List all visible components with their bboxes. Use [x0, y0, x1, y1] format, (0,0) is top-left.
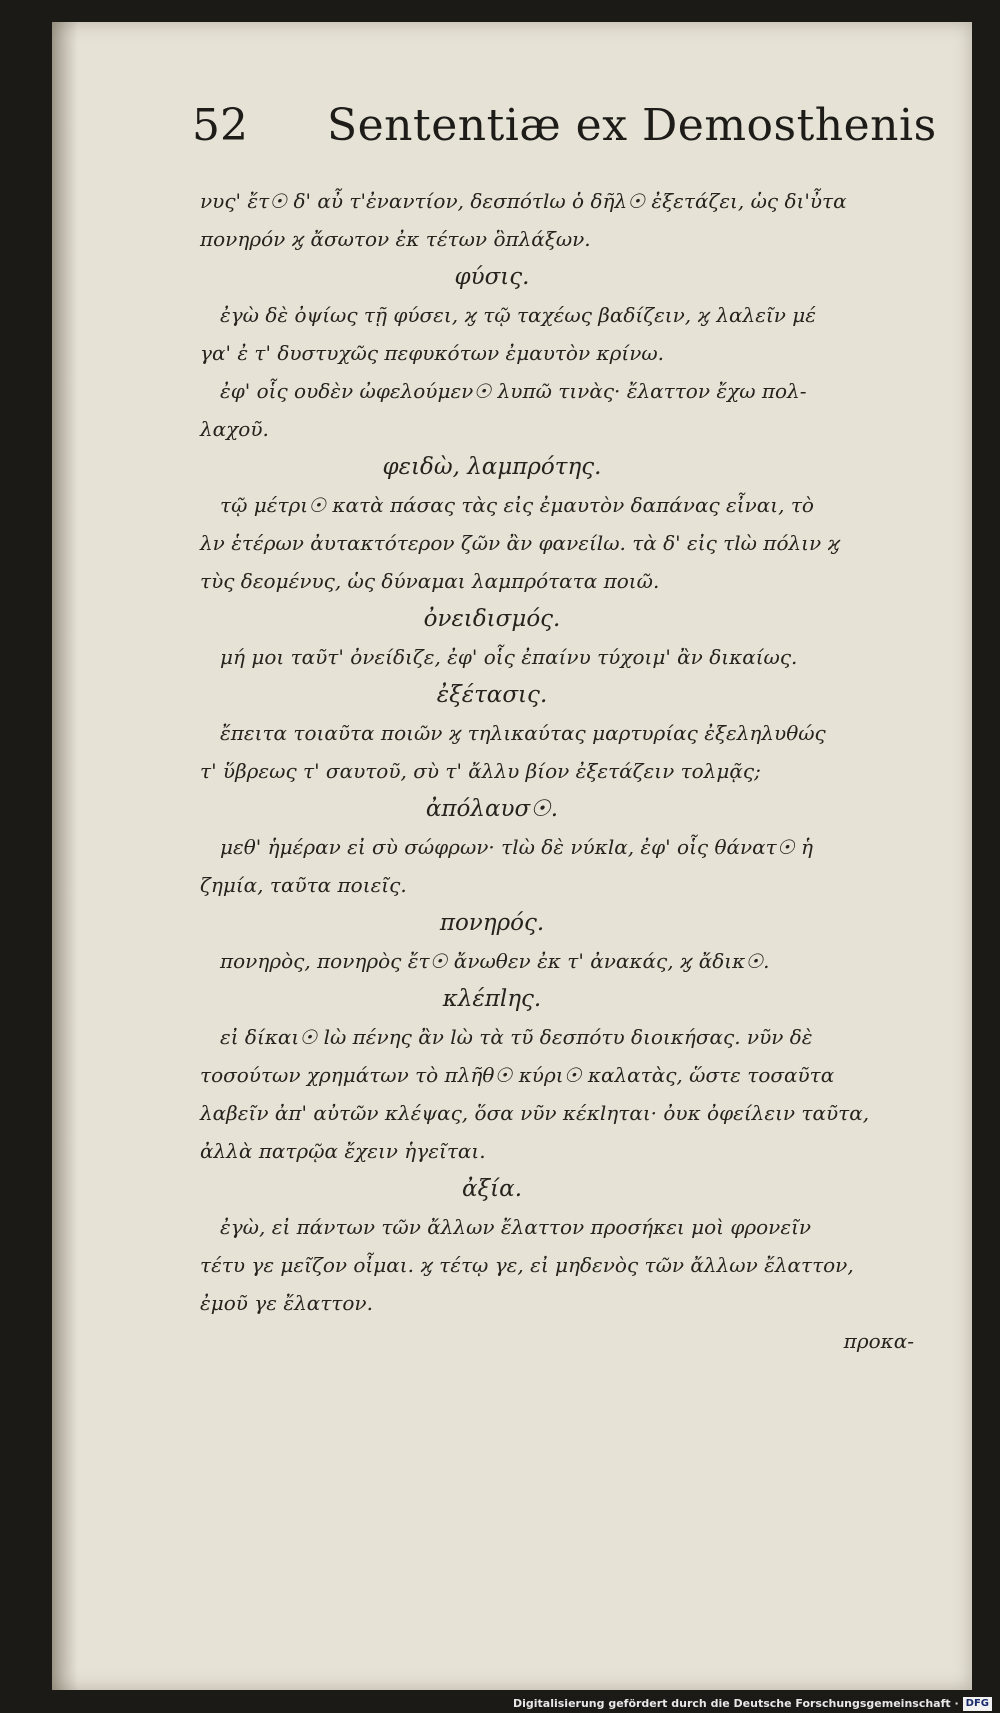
digitization-credit [0, 1694, 992, 1713]
section-heading: ἀπόλαυσ☉. [425, 796, 559, 822]
section-heading: ἐξέτασις. [436, 682, 548, 708]
section-heading: φύσις. [454, 264, 530, 290]
text-line: λαβεῖν ἀπ' αὐτῶν κλέψας, ὅσα νῦν κέκlηται· ὀυκ ὀφείλειν ταῦτα, [200, 1101, 870, 1125]
section-heading: φειδὼ, λαμπρότης. [382, 454, 602, 480]
text-block [52, 182, 972, 1360]
dfg-logo: DFG [963, 1697, 992, 1711]
text-line: ἀλλὰ πατρῷα ἔχειν ἡγεῖται. [200, 1139, 486, 1163]
text-line: ἐγὼ δὲ ὀψίως τῇ φύσει, ϗ τῷ ταχέως βαδίζειν, ϗ λαλεῖν μέ [220, 303, 817, 327]
section-heading: κλέπlης. [442, 986, 542, 1012]
text-line: μή μοι ταῦτ' ὀνείδιζε, ἐφ' οἷς ἐπαίνυ τύχοιμ' ἂν δικαίως. [220, 645, 798, 669]
page-number: 52 [192, 100, 248, 151]
text-line: λαχοῦ. [200, 417, 269, 441]
text-line: λν ἑτέρων ἀυτακτότερον ζῶν ἂν φανείlω. τὰ δ' εἰς τlὼ πόλιν ϗ [200, 531, 840, 555]
text-line: μεθ' ἡμέραν εἰ σὺ σώφρων· τlὼ δὲ νύκlα, ἐφ' οἷς θάνατ☉ ἡ [220, 835, 814, 859]
text-line: ἐφ' οἷς ουδὲν ὠφελούμεν☉ λυπῶ τινὰς· ἔλαττον ἔχω πολ- [220, 379, 807, 403]
text-line: τὺς δεομένυς, ὡς δύναμαι λαμπρότατα ποιῶ. [200, 569, 660, 593]
book-page [52, 22, 972, 1690]
text-line: τοσούτων χρημάτων τὸ πλῆθ☉ κύρι☉ καλατὰς, ὥστε τοσαῦτα [200, 1063, 835, 1087]
running-title: Sententiæ ex Demosthenis [327, 100, 937, 151]
section-heading: ἀξία. [461, 1176, 523, 1202]
text-line: εἰ δίκαι☉ lὼ πένης ἂν lὼ τὰ τῦ δεσπότυ διοικήσας. νῦν δὲ [220, 1025, 813, 1049]
credit-text: Digitalisierung gefördert durch die Deutsche Forschungsgemeinschaft · [512, 1697, 959, 1710]
text-line: γα' ἐ τ' δυστυχῶς πεφυκότων ἐμαυτὸν κρίνω. [200, 341, 665, 365]
text-line: ἐμοῦ γε ἔλαττον. [200, 1291, 373, 1315]
text-line: πονηρὸς, πονηρὸς ἔτ☉ ἄνωθεν ἐκ τ' ἀνακάς, ϗ ἄδικ☉. [220, 949, 770, 973]
text-line: τῷ μέτρι☉ κατὰ πάσας τὰς εἰς ἐμαυτὸν δαπάνας εἶναι, τὸ [220, 493, 814, 517]
section-heading: ὀνειδισμός. [423, 606, 561, 632]
running-head [52, 100, 972, 160]
catchword: προκα- [843, 1329, 914, 1353]
text-line: νυς' ἔτ☉ δ' αὖ τ'ἐναντίον, δεσπότlω ὁ δῆλ☉ ἐξετάζει, ὡς δι'ὖτα [200, 189, 847, 213]
text-line: ἐγὼ, εἰ πάντων τῶν ἄλλων ἔλαττον προσήκει μοὶ φρονεῖν [220, 1215, 812, 1239]
text-line: ἔπειτα τοιαῦτα ποιῶν ϗ τηλικαύτας μαρτυρίας ἐξεληλυθώς [220, 721, 826, 745]
text-line: πονηρόν ϗ ἄσωτον ἐκ τέτων ὃπλάξων. [200, 227, 591, 251]
text-line: τ' ὕβρεως τ' σαυτοῦ, σὺ τ' ἄλλυ βίον ἐξετάζειν τολμᾷς; [200, 759, 761, 783]
text-line: τέτυ γε μεῖζον οἶμαι. ϗ τέτῳ γε, εἰ μηδενὸς τῶν ἄλλων ἔλαττον, [200, 1253, 854, 1277]
text-line: ζημία, ταῦτα ποιεῖς. [200, 873, 407, 897]
section-heading: πονηρός. [439, 910, 545, 936]
